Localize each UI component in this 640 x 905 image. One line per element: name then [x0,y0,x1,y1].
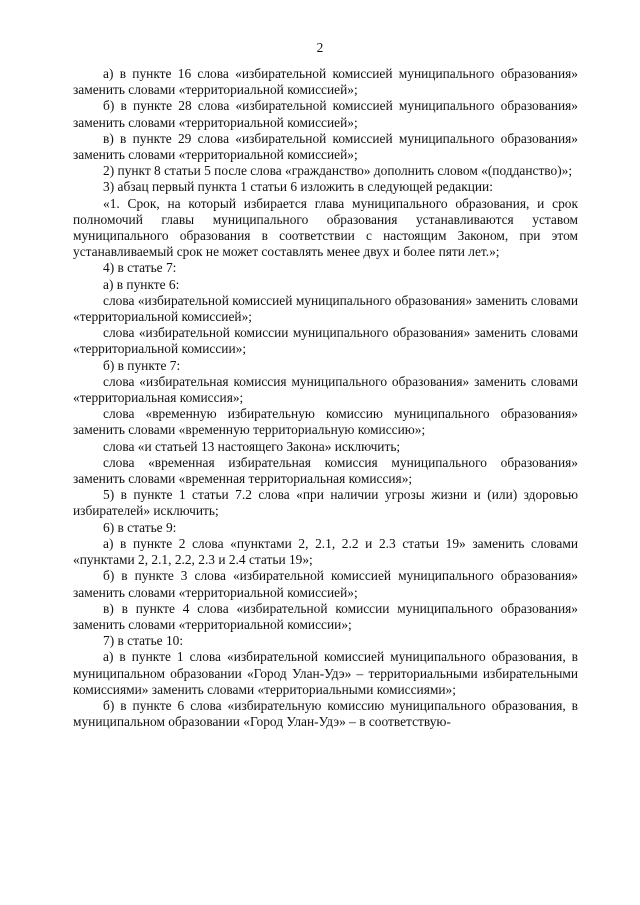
paragraph: в) в пункте 29 слова «избирательной комиссией муниципального образования» заменить словами «территориальной комиссией»; [73,130,578,163]
paragraph: 4) в статье 7: [103,260,177,276]
paragraph: в) в пункте 4 слова «избирательной комиссии муниципального образования» заменить словами «территориальной комиссии»; [73,600,578,632]
document-body [73,66,578,730]
paragraph: слова «временная избирательная комиссия муниципального образования» заменить словами «временная территориальная комиссия»; [73,454,578,487]
page-number: 2 [316,40,324,55]
paragraph: слова «временную избирательную комиссию муниципального образования» заменить словами «временную территориальную комиссию»; [73,406,578,438]
paragraph: а) в пункте 16 слова «избирательной комиссией муниципального образования» заменить словами «территориальной комиссией»; [73,66,578,98]
paragraph: а) в пункте 6: [103,276,180,292]
paragraph: а) в пункте 1 слова «избирательной комиссией муниципального образования, в муниципальном образовании «Город Улан-Удэ» – территориальными избирательными комиссиями» заменить словами «территориальными комиссиями»; [73,649,578,697]
paragraph: 7) в статье 10: [103,633,184,649]
paragraph: слова «избирательная комиссия муниципального образования» заменить словами «территориальная комиссия»; [73,373,578,406]
paragraph: 3) абзац первый пункта 1 статьи 6 изложить в следующей редакции: [103,179,493,195]
paragraph: 5) в пункте 1 статьи 7.2 слова «при наличии угрозы жизни и (или) здоровью избирателей» исключить; [73,487,578,519]
paragraph: «1. Срок, на который избирается глава муниципального образования, и срок полномочий главы муниципального образования устанавливаются уставом муниципального образования в соответствии с настоящим Законом, при этом устанавливаемый срок не может составлять менее двух и более пяти лет.»; [73,195,578,260]
paragraph: б) в пункте 6 слова «избирательную комиссию муниципального образования, в муниципальном образовании «Город Улан-Удэ» – в соответствую- [73,697,578,730]
paragraph: слова «избирательной комиссией муниципального образования» заменить словами «территориальной комиссией»; [73,292,578,325]
paragraph: б) в пункте 28 слова «избирательной комиссией муниципального образования» заменить словами «территориальной комиссией»; [73,98,578,130]
paragraph: а) в пункте 2 слова «пунктами 2, 2.1, 2.2 и 2.3 статьи 19» заменить словами «пунктами 2, 2.1, 2.2, 2.3 и 2.4 статьи 19»; [73,535,578,568]
paragraph: 6) в статье 9: [103,519,177,535]
paragraph: слова «и статьей 13 настоящего Закона» исключить; [103,438,401,454]
paragraph: б) в пункте 7: [103,357,181,373]
paragraph: б) в пункте 3 слова «избирательной комиссией муниципального образования» заменить словами «территориальной комиссией»; [73,568,578,600]
paragraph: 2) пункт 8 статьи 5 после слова «гражданство» дополнить словом «(подданство)»; [103,163,573,179]
paragraph: слова «избирательной комиссии муниципального образования» заменить словами «территориальной комиссии»; [73,325,578,357]
